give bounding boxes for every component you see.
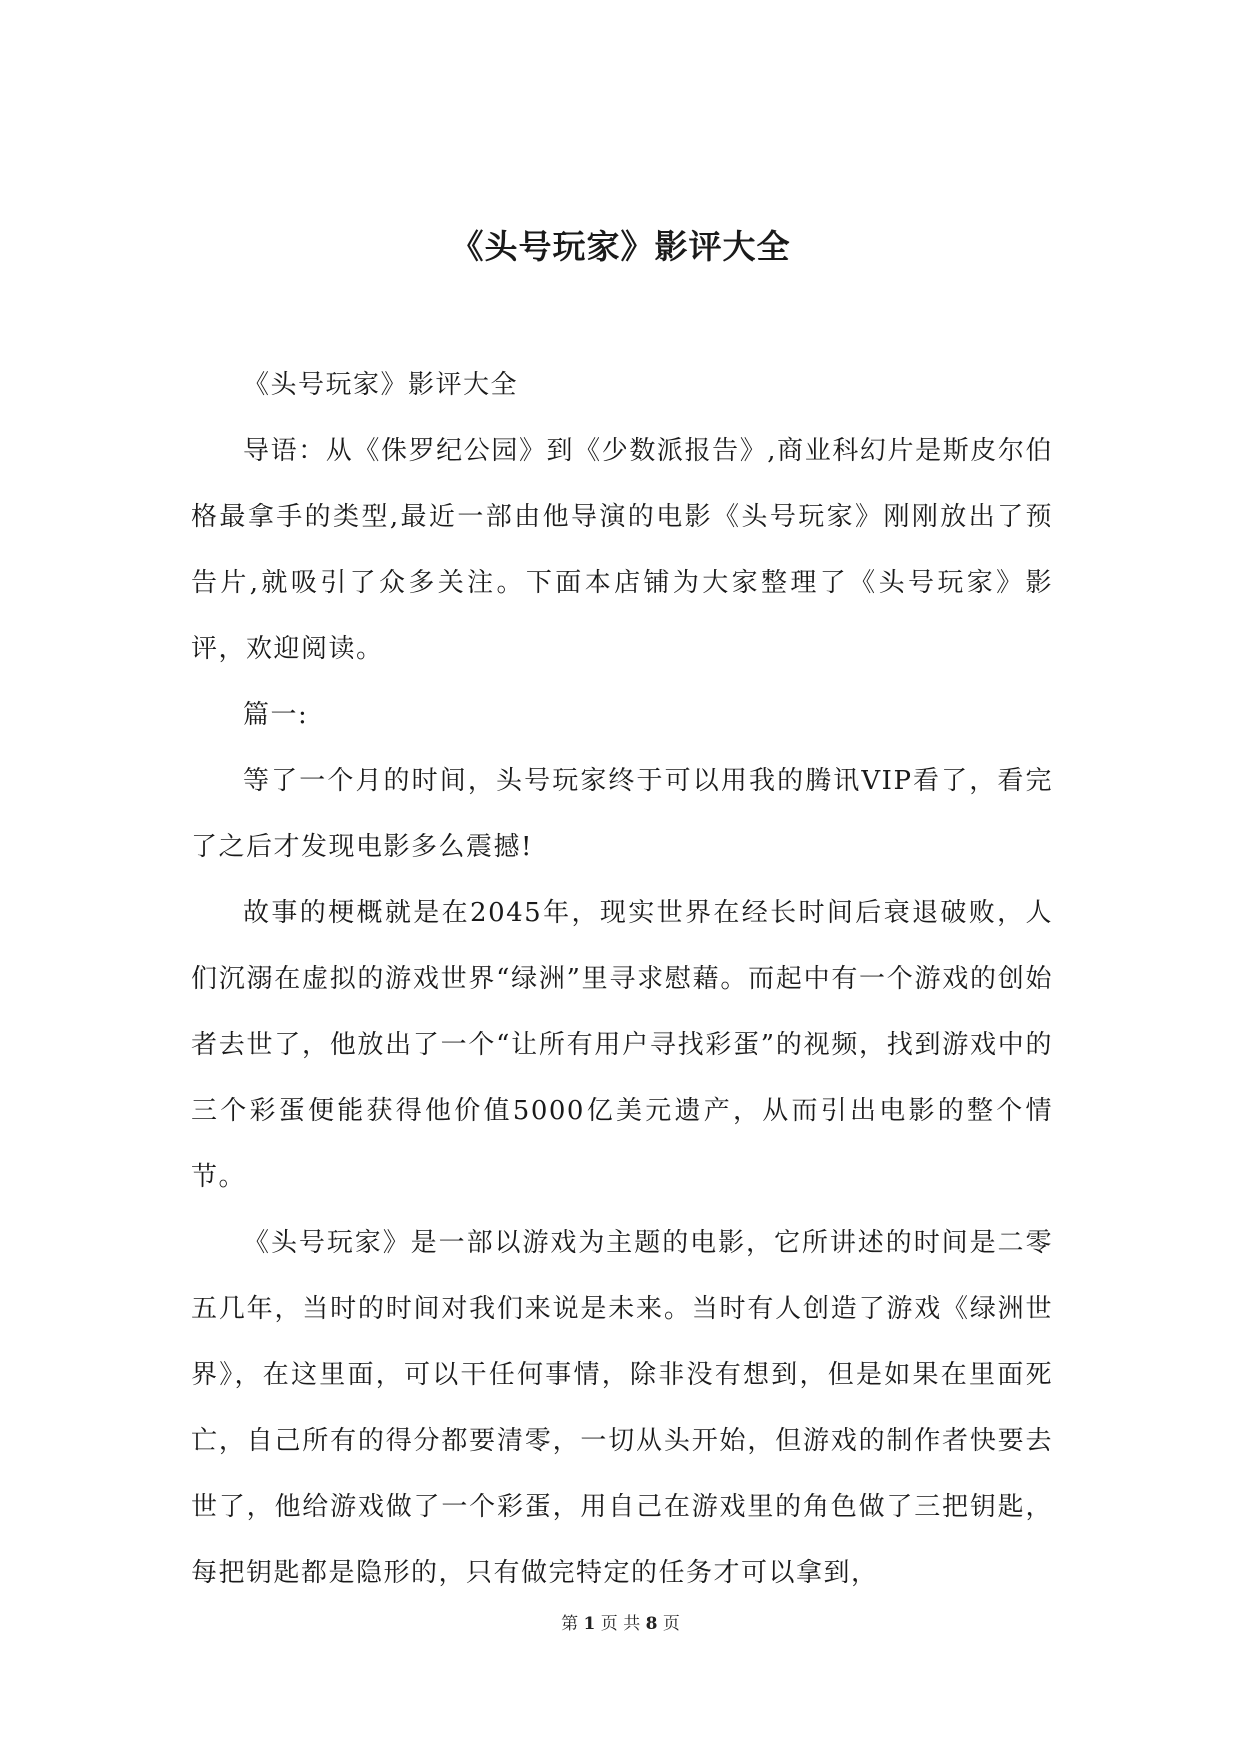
- footer-middle: 页 共: [600, 1614, 641, 1634]
- paragraph-section-heading: 篇一:: [243, 700, 309, 730]
- paragraph-subtitle: 《头号玩家》影评大全: [243, 370, 519, 400]
- paragraph-body: 等了一个月的时间，头号玩家终于可以用我的腾讯VIP看了，看完了之后才发现电影多么震撼!: [191, 766, 1053, 862]
- paragraph-intro: 导语：从《侏罗纪公园》到《少数派报告》,商业科幻片是斯皮尔伯格最拿手的类型,最近一部由他导演的电影《头号玩家》刚刚放出了预告片,就吸引了众多关注。下面本店铺为大家整理了《头号玩家》影评，欢迎阅读。: [191, 436, 1053, 664]
- paragraph-body: 《头号玩家》是一部以游戏为主题的电影，它所讲述的时间是二零五几年，当时的时间对我们来说是未来。当时有人创造了游戏《绿洲世界》，在这里面，可以干任何事情，除非没有想到，但是如果在里面死亡，自己所有的得分都要清零，一切从头开始，但游戏的制作者快要去世了，他给游戏做了一个彩蛋，用自己在游戏里的角色做了三把钥匙，每把钥匙都是隐形的，只有做完特定的任务才可以拿到，: [191, 1228, 1053, 1588]
- page-footer: [0, 1612, 1241, 1636]
- footer-suffix: 页: [662, 1614, 680, 1634]
- document-body: [191, 352, 1053, 1606]
- footer-total-pages: 8: [645, 1614, 658, 1634]
- paragraph-body: 故事的梗概就是在2045年，现实世界在经长时间后衰退破败，人们沉溺在虚拟的游戏世界“绿洲”里寻求慰藉。而起中有一个游戏的创始者去世了，他放出了一个“让所有用户寻找彩蛋”的视频，找到游戏中的三个彩蛋便能获得他价值5000亿美元遗产，从而引出电影的整个情节。: [191, 898, 1053, 1192]
- footer-current-page: 1: [583, 1614, 596, 1634]
- document-title: 《头号玩家》影评大全: [450, 227, 791, 266]
- footer-prefix: 第: [561, 1614, 579, 1634]
